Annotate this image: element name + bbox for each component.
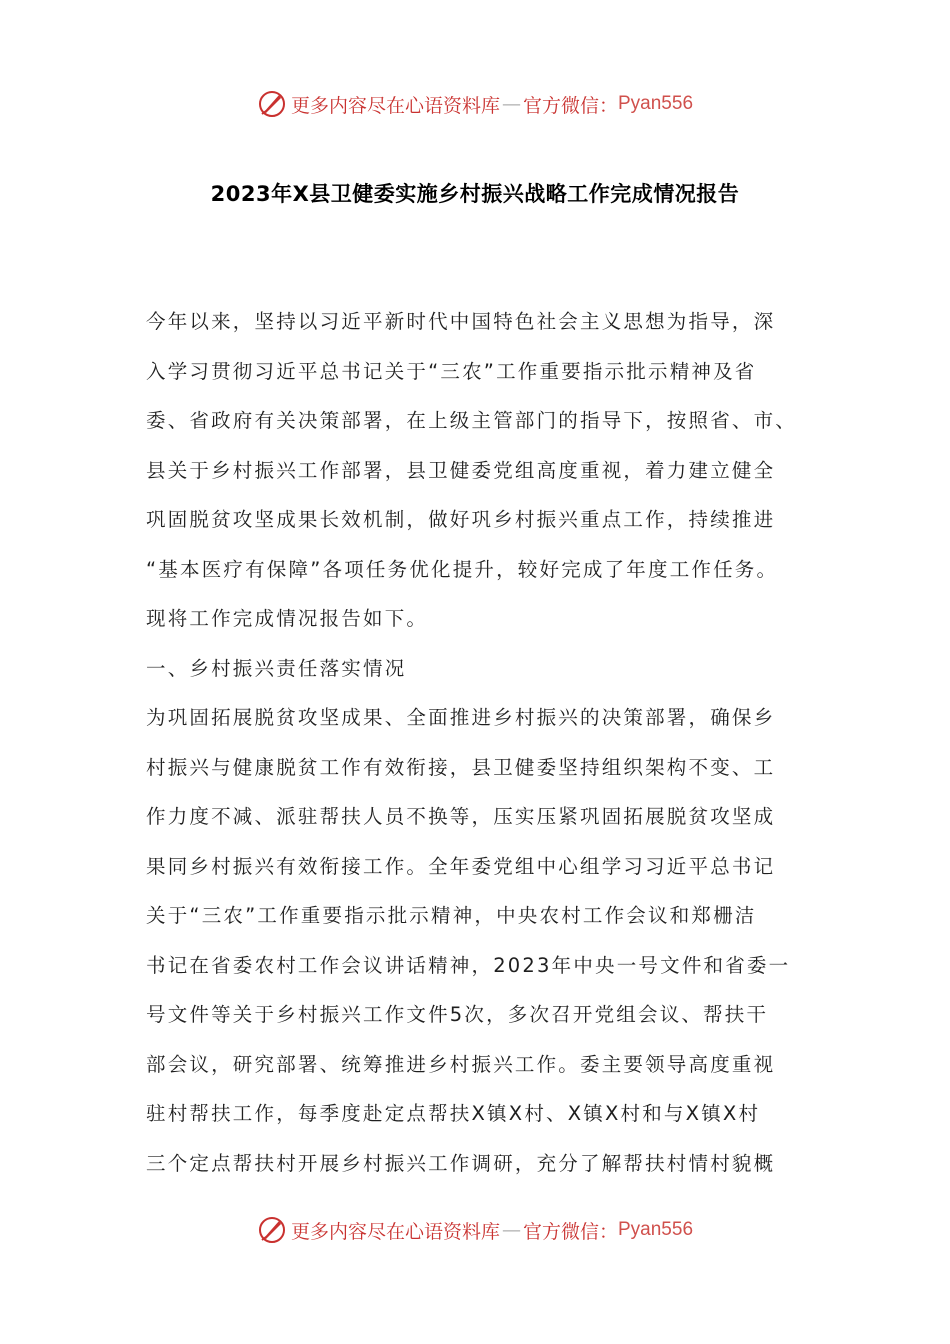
body-line: 关于“三农”工作重要指示批示精神，中央农村工作会议和郑栅洁 (146, 904, 757, 927)
watermark-brand: 更多内容尽在心语资料库 (290, 94, 500, 117)
quill-logo-icon (257, 1215, 287, 1245)
watermark-contact-label: 官方微信： (522, 1220, 618, 1243)
document-body (146, 297, 822, 1188)
watermark-separator: — (501, 1219, 521, 1241)
watermark-contact-label: 官方微信： (522, 94, 618, 117)
body-line: 入学习贯彻习近平总书记关于“三农”工作重要指示批示精神及省 (146, 359, 757, 383)
watermark-handle: Pyan556 (618, 93, 694, 114)
body-line: 村振兴与健康脱贫工作有效衔接，县卫健委坚持组织架构不变、工 (146, 755, 776, 779)
watermark-separator: — (501, 93, 521, 115)
section-heading: 一、乡村振兴责任落实情况 (146, 656, 407, 680)
body-line: 现将工作完成情况报告如下。 (146, 607, 429, 630)
body-line: 县关于乡村振兴工作部署，县卫健委党组高度重视，着力建立健全 (146, 458, 776, 482)
quill-logo-icon (257, 89, 287, 119)
body-line: 巩固脱贫攻坚成果长效机制，做好巩乡村振兴重点工作，持续推进 (146, 508, 776, 531)
body-line: 委、省政府有关决策部署，在上级主管部门的指导下，按照省、市、 (146, 409, 798, 432)
watermark-brand: 更多内容尽在心语资料库 (290, 1220, 500, 1243)
body-line: 书记在省委农村工作会议讲话精神，2023年中央一号文件和省委一 (146, 953, 791, 977)
header-watermark (0, 84, 950, 124)
watermark-handle: Pyan556 (618, 1219, 694, 1240)
footer-watermark (0, 1210, 950, 1250)
body-line: 为巩固拓展脱贫攻坚成果、全面推进乡村振兴的决策部署，确保乡 (146, 706, 776, 729)
body-line: 今年以来，坚持以习近平新时代中国特色社会主义思想为指导，深 (146, 310, 776, 333)
body-line: “基本医疗有保障”各项任务优化提升，较好完成了年度工作任务。 (146, 557, 779, 581)
body-line: 果同乡村振兴有效衔接工作。全年委党组中心组学习习近平总书记 (146, 854, 776, 878)
document-title: 2023年X县卫健委实施乡村振兴战略工作完成情况报告 (210, 182, 740, 206)
body-line: 号文件等关于乡村振兴工作文件5次，多次召开党组会议、帮扶干 (146, 1003, 769, 1026)
body-line: 部会议，研究部署、统筹推进乡村振兴工作。委主要领导高度重视 (146, 1052, 776, 1076)
body-line: 驻村帮扶工作，每季度赴定点帮扶X镇X村、X镇X村和与X镇X村 (146, 1102, 761, 1125)
body-line: 三个定点帮扶村开展乡村振兴工作调研，充分了解帮扶村情村貌概 (146, 1151, 776, 1175)
body-line: 作力度不减、派驻帮扶人员不换等，压实压紧巩固拓展脱贫攻坚成 (146, 805, 776, 828)
